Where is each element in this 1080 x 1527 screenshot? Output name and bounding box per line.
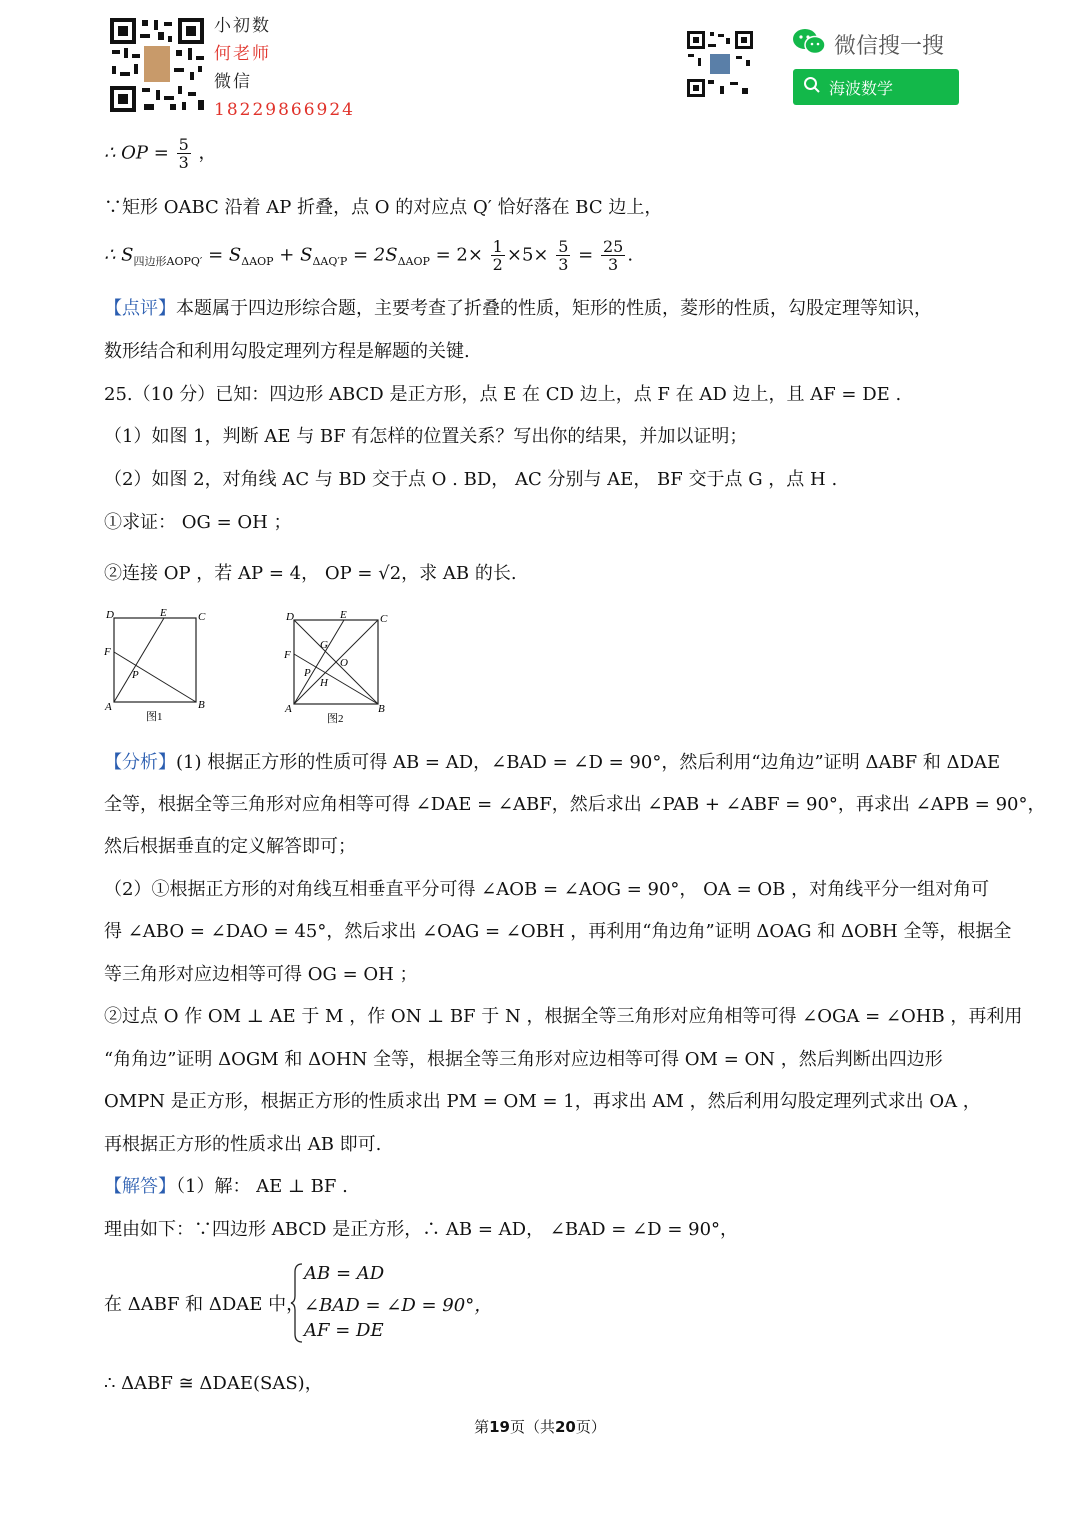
answer-line-4: ∴ ΔABF ≅ ΔDAE(SAS)， [104, 1373, 323, 1394]
fraction-den: 2 [492, 255, 503, 274]
fraction-den: 3 [608, 255, 619, 274]
text-run: ②连接 OP ，若 AP = 4， OP = [104, 563, 379, 584]
page-total: 20 [555, 1418, 576, 1436]
analysis-line-2: 全等，根据全等三角形对应角相等可得 ∠DAE = ∠ABF，然后求出 ∠PAB + ∠ABF = 90°，再求出 ∠APB = 90°， [104, 794, 1046, 815]
page-number: 19 [489, 1418, 510, 1436]
figure-label: G [320, 639, 328, 651]
subscript: ΔAQ′P [312, 255, 348, 269]
qr-code-left [108, 16, 206, 114]
search-label: 海波数学 [829, 78, 894, 98]
figure-label: A [105, 701, 112, 713]
answer-line-1 [104, 1172, 348, 1198]
figure-caption: 图2 [327, 713, 344, 725]
text-run: = 2× [429, 244, 483, 266]
text-run: + S [273, 244, 313, 266]
comment-line-2: 数形结合和利用勾股定理列方程是解题的关键. [104, 341, 470, 362]
text-run: = 2S [347, 244, 398, 266]
subscript: ΔAOP [241, 255, 274, 269]
subscript: 四边形AOPQ′ [133, 255, 203, 269]
figure-label: P [304, 667, 311, 679]
fraction [177, 136, 191, 171]
fraction-den: 3 [558, 255, 569, 274]
figure-label: F [284, 649, 291, 661]
figure-label: B [378, 703, 385, 715]
system-eq-3: AF = DE [304, 1320, 384, 1341]
wechat-logo-icon [792, 28, 826, 61]
figure-caption: 图1 [146, 711, 163, 723]
answer-line-3: 在 ΔABF 和 ΔDAE 中， [104, 1294, 305, 1315]
contact-info [214, 12, 355, 124]
line-fold: ∵矩形 OABC 沿着 AP 折叠，点 O 的对应点 Q′ 恰好落在 BC 边上， [104, 197, 663, 218]
page-footer [0, 1416, 1080, 1437]
text-run: ∴ OP = [104, 142, 169, 164]
comment-line-1 [104, 294, 932, 320]
figure-label: E [160, 607, 167, 619]
line-op-value [104, 136, 217, 171]
analysis-line-3: 然后根据垂直的定义解答即可； [104, 836, 356, 857]
answer-line-2: 理由如下：∵四边形 ABCD 是正方形，∴ AB = AD， ∠BAD = ∠D = 90°， [104, 1219, 739, 1240]
figure-label: P [132, 669, 139, 681]
text-run: . [627, 244, 634, 266]
analysis-tag: 【分析】 [104, 752, 176, 773]
search-icon [803, 76, 821, 98]
text-run: （1）解： AE ⊥ BF . [176, 1176, 348, 1197]
fraction-den: 3 [178, 153, 189, 172]
figure-label: E [340, 609, 347, 621]
text-run: = [572, 244, 594, 266]
fraction-num: 1 [492, 237, 503, 256]
fraction [491, 238, 505, 273]
question-25-part-2a: ①求证： OG = OH ； [104, 512, 292, 533]
figure-label: A [285, 703, 292, 715]
text-run: = S [202, 244, 242, 266]
figure-label: C [198, 611, 206, 623]
wechat-brand-text: 微信搜一搜 [834, 34, 945, 59]
question-25-part-1: （1）如图 1，判断 AE 与 BF 有怎样的位置关系？写出你的结果，并加以证明； [104, 426, 748, 447]
fraction-num: 25 [602, 237, 624, 256]
figure-label: C [380, 613, 388, 625]
brace-icon [290, 1262, 304, 1349]
fraction [601, 238, 625, 273]
analysis-line-9: OMPN 是正方形，根据正方形的性质求出 PM = OM = 1，再求出 AM ，然后利用勾股定理列式求出 OA ， [104, 1091, 981, 1112]
figure-2 [280, 606, 392, 733]
contact-line: 微信 [214, 72, 252, 92]
search-button[interactable] [793, 69, 959, 105]
analysis-line-6: 等三角形对应边相等可得 OG = OH ； [104, 964, 418, 985]
question-25: 25.（10 分）已知：四边形 ABCD 是正方形，点 E 在 CD 边上，点 F 在 AD 边上，且 AF = DE . [104, 384, 902, 405]
analysis-line-4: （2）①根据正方形的对角线互相垂直平分可得 ∠AOB = ∠AOG = 90°， OA = OB ，对角线平分一组对角可 [104, 879, 990, 900]
contact-line: 何老师 [214, 44, 271, 64]
answer-tag: 【解答】 [104, 1176, 176, 1197]
subscript: ΔAOP [397, 255, 430, 269]
fraction [556, 238, 570, 273]
system-eq-2: ∠BAD = ∠D = 90°， [304, 1295, 493, 1316]
text-run: ， [198, 142, 217, 164]
system-eq-1: AB = AD [304, 1263, 385, 1284]
footer-text: 页（共 [509, 1418, 555, 1436]
text-run: 本题属于四边形综合题，主要考查了折叠的性质，矩形的性质，菱形的性质，勾股定理等知识， [176, 298, 932, 319]
figure-label: H [320, 677, 328, 689]
fraction-num: 5 [558, 237, 569, 256]
line-area [104, 238, 633, 273]
footer-text: 第 [474, 1418, 490, 1436]
figure-1 [100, 602, 220, 731]
figure-label: D [106, 609, 114, 621]
text-run: ∴ S [104, 244, 134, 266]
figure-label: B [198, 699, 205, 711]
figure-label: D [286, 611, 294, 623]
question-25-part-2b [104, 559, 517, 585]
text-run: ，求 AB 的长. [401, 563, 517, 584]
wechat-brand [792, 28, 944, 61]
analysis-line-5: 得 ∠ABO = ∠DAO = 45°，然后求出 ∠OAG = ∠OBH ，再利用“角边角”证明 ΔOAG 和 ΔOBH 全等，根据全 [104, 921, 1012, 942]
analysis-line-10: 再根据正方形的性质求出 AB 即可. [104, 1134, 382, 1155]
fraction-num: 5 [178, 135, 189, 154]
qr-code-right [686, 30, 754, 98]
text-run: ×5× [506, 244, 549, 266]
analysis-line-7: ②过点 O 作 OM ⊥ AE 于 M ，作 ON ⊥ BF 于 N ，根据全等三角形对应角相等可得 ∠OGA = ∠OHB ，再利用 [104, 1006, 1023, 1027]
contact-phone: 18229866924 [214, 100, 355, 120]
contact-line: 小初数 [214, 16, 271, 36]
figure-label: O [340, 657, 348, 669]
footer-text: 页） [575, 1418, 606, 1436]
question-25-part-2: （2）如图 2，对角线 AC 与 BD 交于点 O . BD， AC 分别与 AE， BF 交于点 G ，点 H . [104, 469, 838, 490]
figure-label: F [104, 646, 111, 658]
sqrt-value: √2 [378, 563, 402, 584]
analysis-line-1 [104, 748, 1000, 774]
comment-tag: 【点评】 [104, 298, 176, 319]
analysis-line-8: “角角边”证明 ΔOGM 和 ΔOHN 全等，根据全等三角形对应边相等可得 OM = ON ，然后判断出四边形 [104, 1049, 943, 1070]
text-run: (1) 根据正方形的性质可得 AB = AD，∠BAD = ∠D = 90°，然后利用“边角边”证明 ΔABF 和 ΔDAE [176, 752, 1001, 773]
